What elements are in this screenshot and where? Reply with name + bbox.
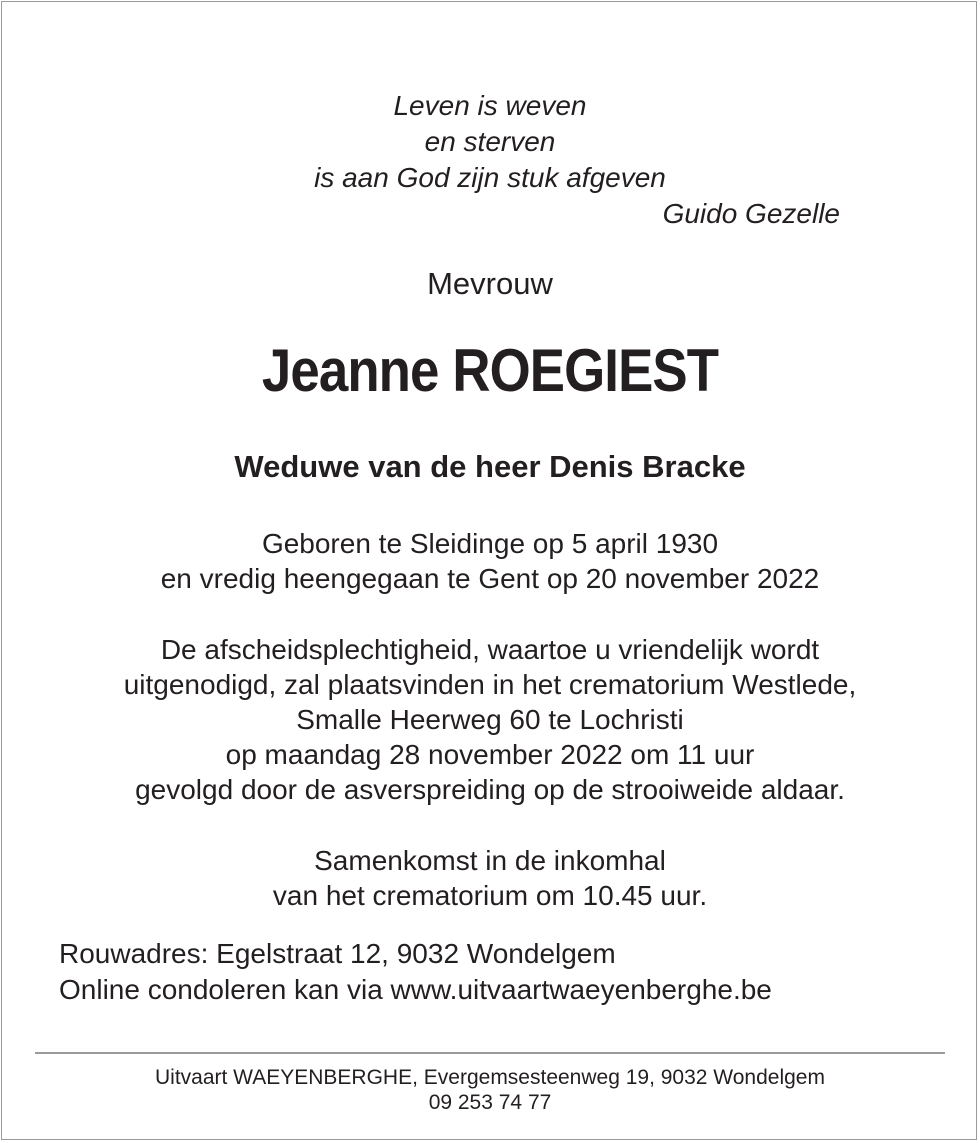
- ceremony-line: uitgenodigd, zal plaatsvinden in het crematorium Westlede,: [123, 669, 857, 700]
- honorific: Mevrouw: [427, 266, 553, 301]
- funeral-home: Uitvaart WAEYENBERGHE, Evergemsesteenweg 19, 9032 Wondelgem: [155, 1066, 825, 1089]
- funeral-home-phone: 09 253 74 77: [428, 1091, 552, 1114]
- poem-line: Leven is weven: [393, 90, 587, 121]
- poem-author: Guido Gezelle: [662, 198, 840, 229]
- footer: [0, 1065, 980, 1115]
- mourning-address: Rouwadres: Egelstraat 12, 9032 Wondelgem: [59, 938, 616, 969]
- birth-line: Geboren te Sleidinge op 5 april 1930: [261, 528, 719, 559]
- meeting-line: van het crematorium om 10.45 uur.: [272, 880, 708, 911]
- condolence-info: Online condoleren kan via www.uitvaartwaeyenberghe.be: [59, 974, 772, 1005]
- poem-line: en sterven: [424, 126, 556, 157]
- ceremony-line: gevolgd door de asverspreiding op de strooiweide aldaar.: [135, 774, 845, 805]
- ceremony-block: [0, 632, 980, 807]
- meeting-block: [0, 843, 980, 913]
- meeting-line: Samenkomst in de inkomhal: [314, 845, 666, 876]
- death-line: en vredig heengegaan te Gent op 20 november 2022: [160, 563, 820, 594]
- ceremony-line: De afscheidsplechtigheid, waartoe u vriendelijk wordt: [160, 634, 820, 665]
- poem-line: is aan God zijn stuk afgeven: [314, 162, 666, 193]
- poem: [0, 88, 980, 232]
- deceased-name: Jeanne ROEGIEST: [261, 337, 719, 404]
- spouse-line: Weduwe van de heer Denis Bracke: [234, 449, 746, 484]
- birth-death-block: [0, 526, 980, 596]
- ceremony-line: op maandag 28 november 2022 om 11 uur: [225, 739, 755, 770]
- contact-block: [59, 936, 772, 1008]
- divider: [35, 1052, 945, 1054]
- ceremony-line: Smalle Heerweg 60 te Lochristi: [296, 704, 684, 735]
